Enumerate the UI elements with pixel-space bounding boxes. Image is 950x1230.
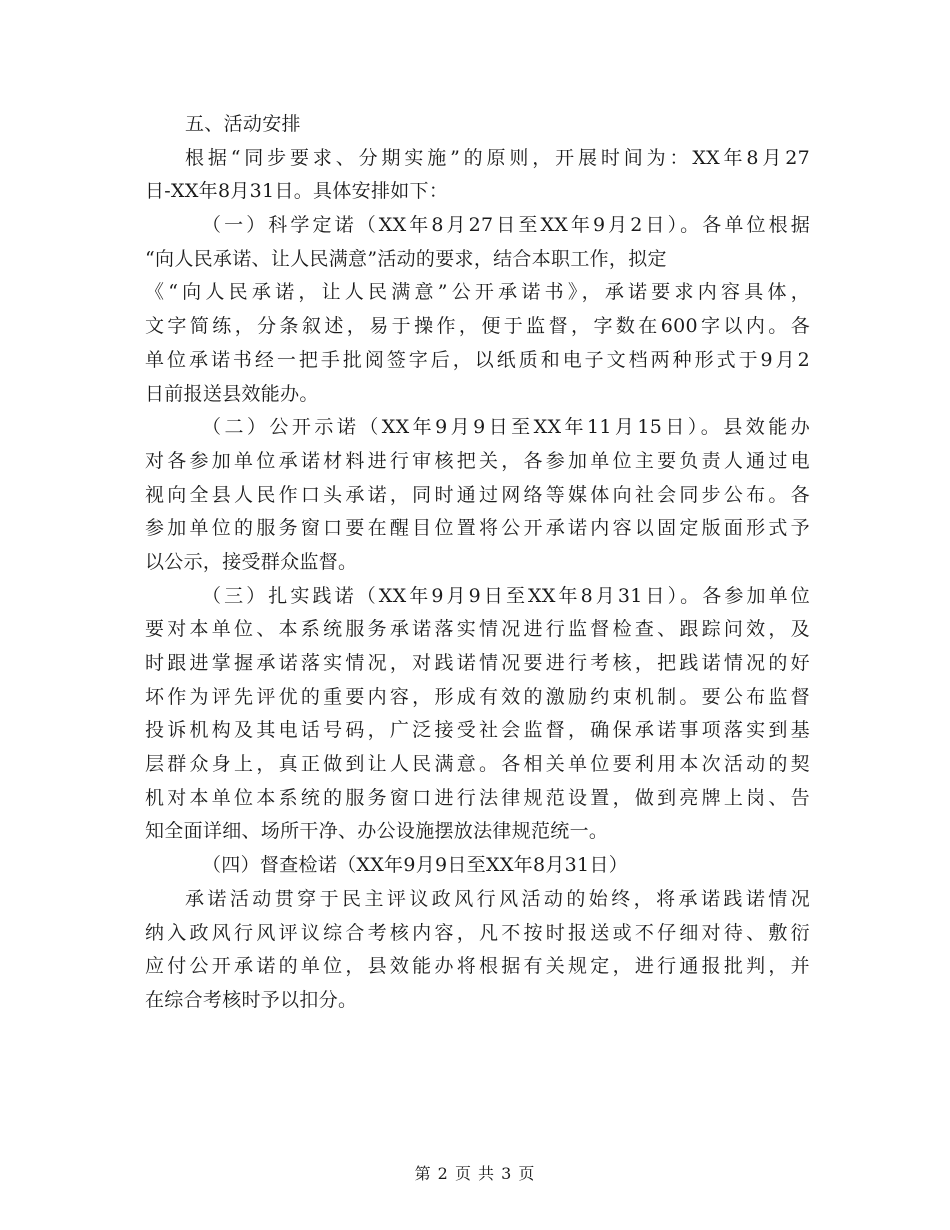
document-body [145, 108, 810, 1018]
text-line: 参加单位的服务窗口要在醒目位置将公开承诺内容以固定版面形式予 [145, 517, 810, 540]
text-line: 单位承诺书经一把手批阅签字后，以纸质和电子文档两种形式于9月2 [145, 348, 810, 371]
text-line: 文字简练，分条叙述，易于操作，便于监督，字数在600字以内。各 [145, 315, 810, 338]
text-line: 对各参加单位承诺材料进行审核把关，各参加单位主要负责人通过电 [145, 449, 810, 472]
text-line: 机对本单位本系统的服务窗口进行法律规范设置，做到亮牌上岗、告 [145, 786, 810, 809]
text-line: 在综合考核时予以扣分。 [145, 988, 358, 1011]
text-line: 时跟进掌握承诺落实情况，对践诺情况要进行考核，把践诺情况的好 [145, 652, 810, 674]
text-line: 层群众身上，真正做到让人民满意。各相关单位要利用本次活动的契 [145, 753, 810, 776]
text-line: （一）科学定诺（XX年8月27日至XX年9月2日）。各单位根据 [202, 214, 810, 237]
text-line: “向人民承诺、让人民满意”活动的要求，结合本职工作，拟定 [145, 247, 667, 270]
text-line: 日前报送县效能办。 [145, 382, 319, 405]
text-line: 投诉机构及其电话号码，广泛接受社会监督，确保承诺事项落实到基 [145, 719, 810, 742]
text-line: 承诺活动贯穿于民主评议政风行风活动的始终，将承诺践诺情况 [185, 887, 810, 910]
text-line: （二）公开示诺（XX年9月9日至XX年11月15日）。县效能办 [202, 416, 810, 439]
text-line: 应付公开承诺的单位，县效能办将根据有关规定，进行通报批判，并 [145, 955, 810, 978]
page-number-footer: 第 2 页 共 3 页 [414, 1164, 536, 1183]
text-line: 知全面详细、场所干净、办公设施摆放法律规范统一。 [145, 820, 609, 843]
text-line: 日-XX年8月31日。具体安排如下： [145, 180, 449, 203]
text-line: 视向全县人民作口头承诺，同时通过网络等媒体向社会同步公布。各 [145, 483, 810, 506]
text-line: 要对本单位、本系统服务承诺落实情况进行监督检查、跟踪问效，及 [145, 618, 810, 641]
text-line: 五、活动安排 [185, 113, 301, 135]
text-line: （四）督查检诺（XX年9月9日至XX年8月31日） [202, 854, 629, 877]
text-line: （三）扎实践诺（XX年9月9日至XX年8月31日）。各参加单位 [202, 584, 810, 607]
text-line: 以公示，接受群众监督。 [145, 550, 358, 573]
text-line: 纳入政风行风评议综合考核内容，凡不按时报送或不仔细对待、敷衍 [145, 921, 810, 944]
text-line: 根据“同步要求、分期实施”的原则，开展时间为：XX年8月27 [185, 146, 810, 169]
text-line: 《“向人民承诺，让人民满意”公开承诺书》，承诺要求内容具体， [145, 281, 810, 304]
text-line: 坏作为评先评优的重要内容，形成有效的激励约束机制。要公布监督 [145, 685, 810, 708]
